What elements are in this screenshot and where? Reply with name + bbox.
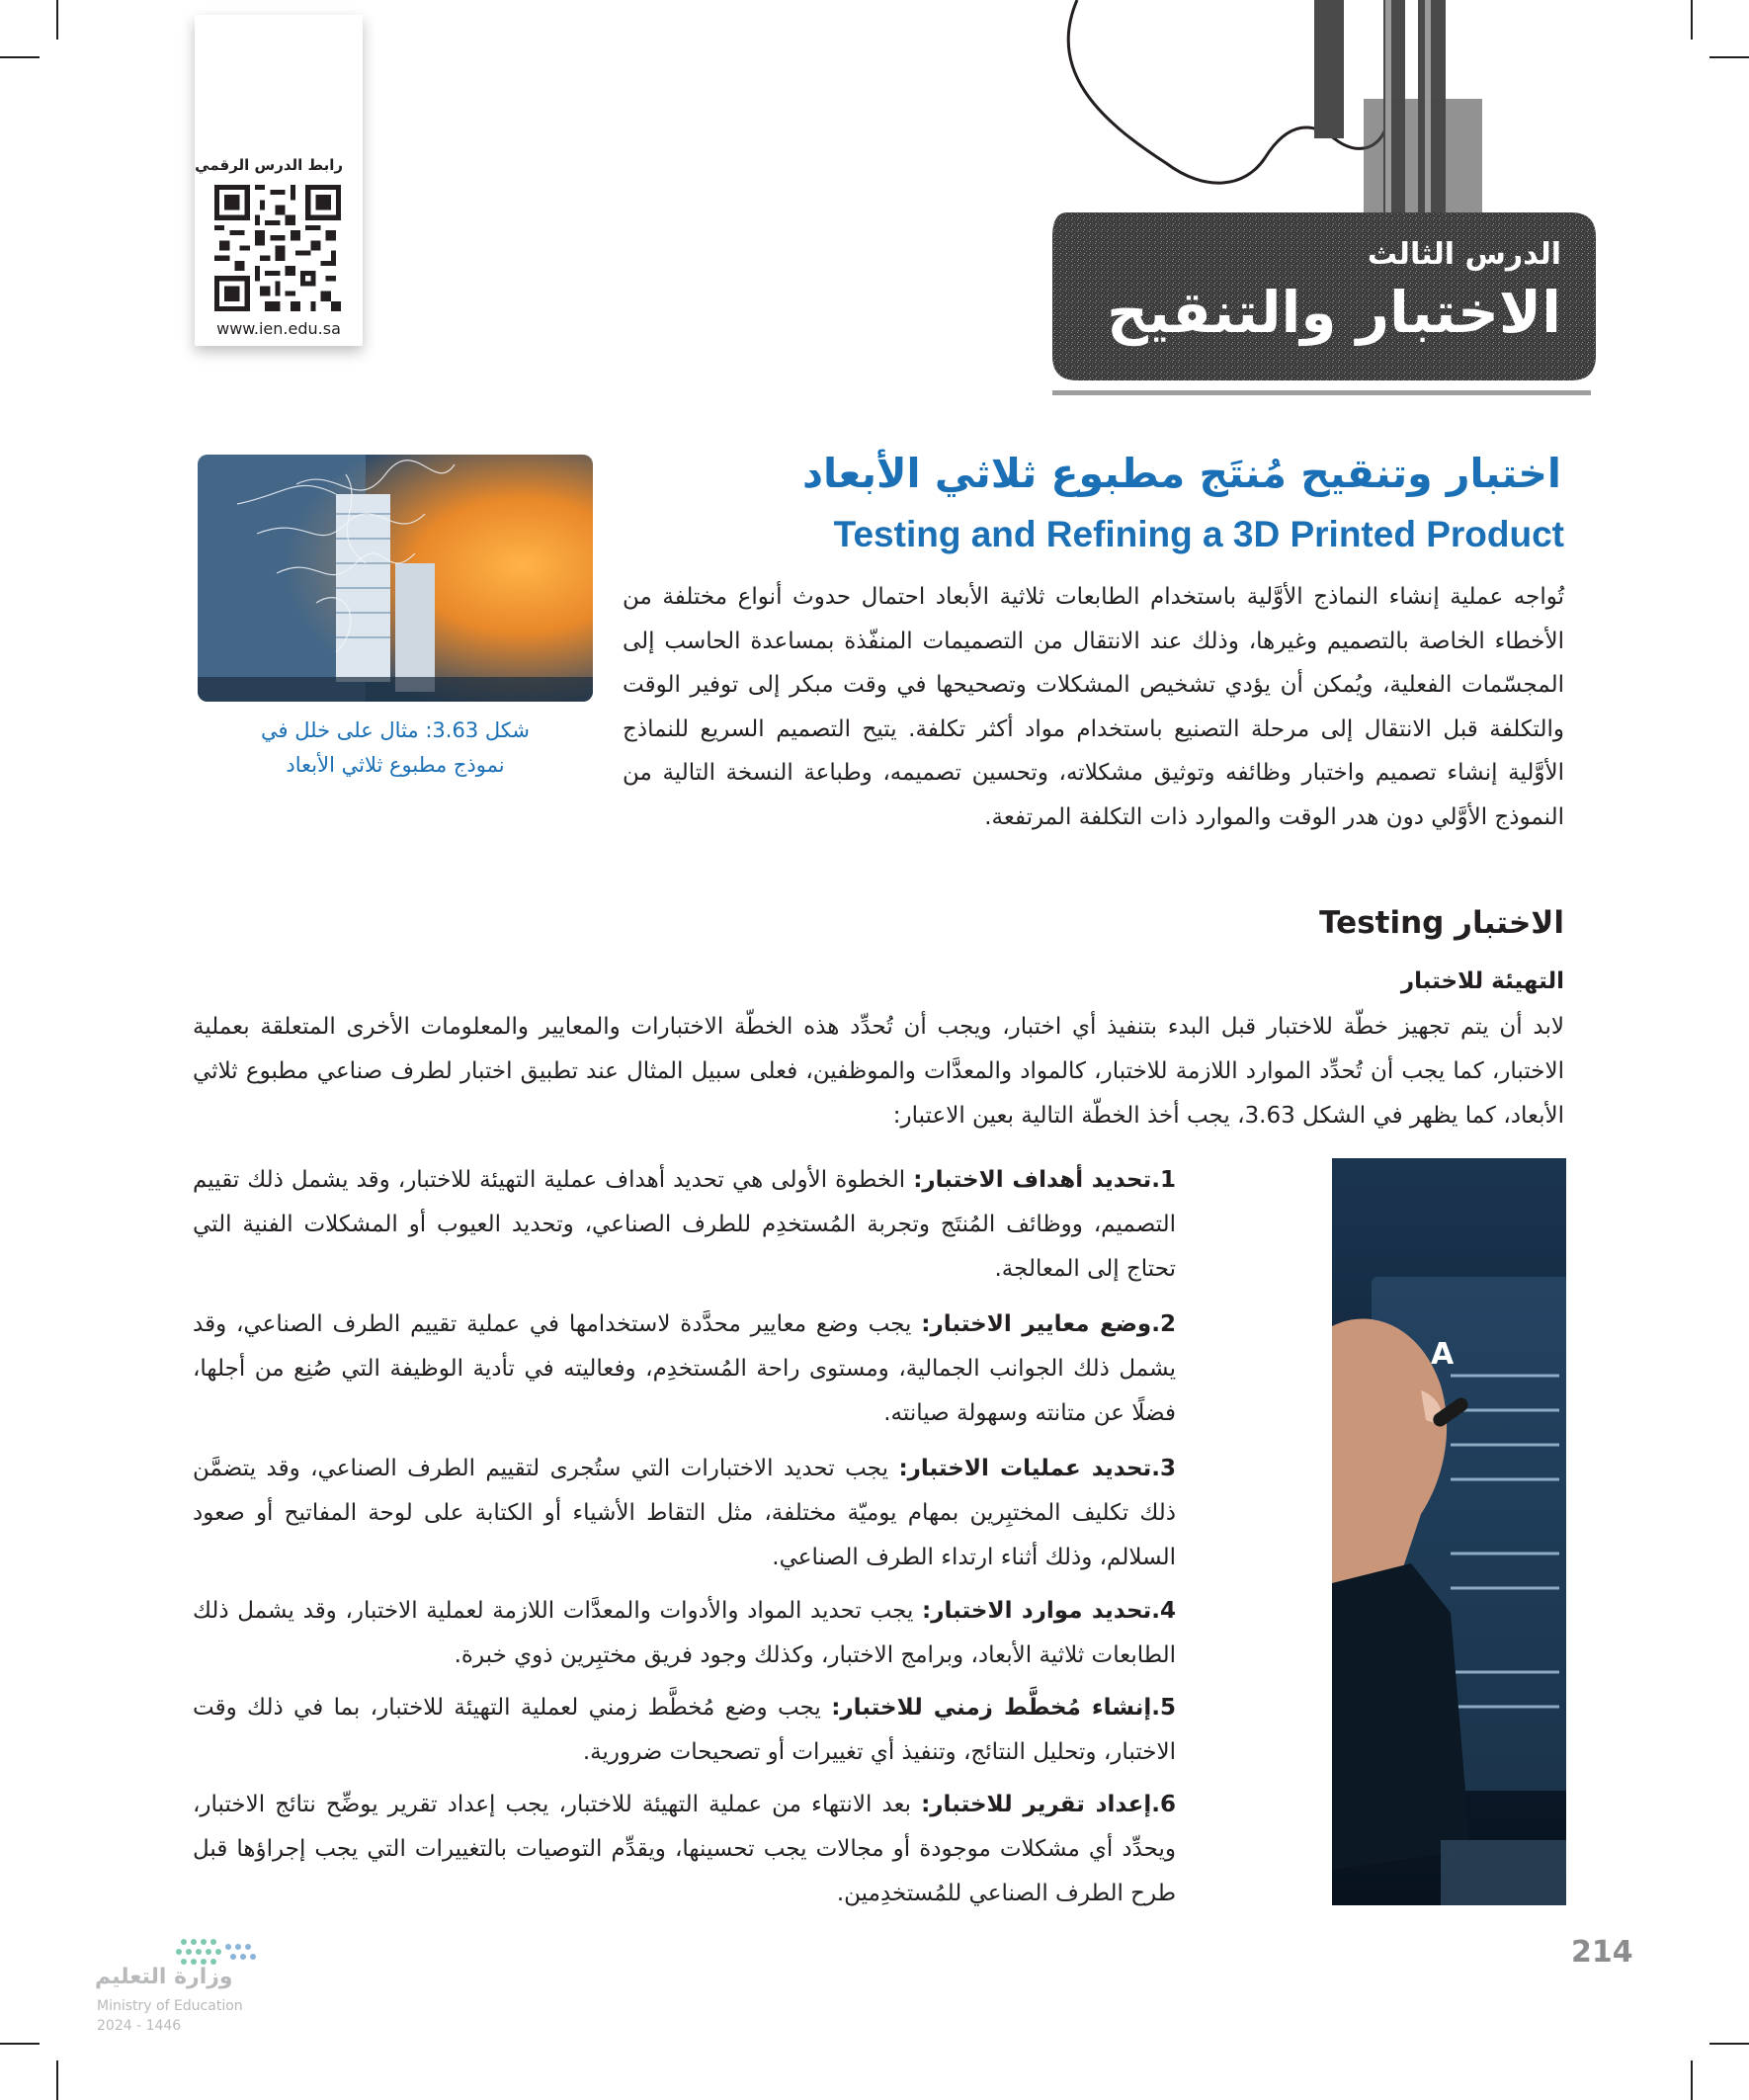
list-item-text: الخطوة الأولى هي تحديد أهداف عملية التهيئة للاختبار، وقد يشمل ذلك تقييم التصميم، ووظائف المُنتَج وتجربة المُستخدِم للطرف الصناعي، وتحديد العيوب أو المشكلات الفنية التي تحتاج إلى المعالجة. bbox=[193, 1167, 1176, 1282]
qr-title: رابط الدرس الرقمي bbox=[195, 156, 343, 174]
list-item bbox=[193, 1686, 1176, 1775]
figure-caption-line: نموذج مطبوع ثلاثي الأبعاد bbox=[286, 753, 505, 777]
figure-caption-line: شكل 3.63: مثال على خلل في bbox=[261, 718, 530, 742]
intro-paragraph: تُواجه عملية إنشاء النماذج الأوَّلية باستخدام الطابعات ثلاثية الأبعاد احتمال حدوث أنواع مختلفة من الأخطاء الخاصة بالتصميم وغيرها، وذلك عند الانتقال من التصميمات المنفّذة بمساعدة الحاسب إلى المجسّمات الفعلية، ويُمكن أن يؤدي تشخيص المشكلات وتصحيحها في وقت مبكر إلى توفير الوقت والتكلفة قبل الانتقال إلى مرحلة التصنيع باستخدام مواد أكثر تكلفة. يتيح التصميم السريع للنماذج الأوَّلية إنشاء تصميم واختبار وظائفه وتوثيق مشكلاته، وتحسين تصميمه، وطباعة النسخة التالية من النموذج الأوَّلي دون هدر الوقت والموارد ذات التكلفة المرتفعة. bbox=[623, 584, 1564, 830]
checklist-letter-a: A bbox=[1431, 1337, 1455, 1372]
list-item-title: إنشاء مُخطَّط زمني للاختبار: bbox=[831, 1695, 1152, 1721]
crop-mark bbox=[0, 2043, 40, 2045]
list-item bbox=[193, 1447, 1176, 1580]
list-item-text: يجب وضع مُخطَّط زمني لعملية التهيئة للاختبار، بما في ذلك وقت الاختبار، وتحليل النتائج، وتنفيذ أي تغييرات أو تصحيحات ضرورية. bbox=[193, 1695, 1176, 1765]
lesson-title: الاختبار والتنقيح bbox=[1107, 279, 1561, 346]
list-item-number: 5. bbox=[1151, 1695, 1176, 1721]
section-heading-testing: الاختبار Testing bbox=[1319, 905, 1564, 941]
list-item bbox=[193, 1302, 1176, 1436]
lesson-label: الدرس الثالث bbox=[1367, 237, 1561, 272]
ministry-name-english: Ministry of Education bbox=[97, 1998, 243, 2014]
page-title-english: Testing and Refining a 3D Printed Product bbox=[833, 514, 1564, 554]
list-item-number: 1. bbox=[1151, 1167, 1176, 1193]
list-item-title: تحديد عمليات الاختبار: bbox=[898, 1456, 1152, 1481]
crop-mark bbox=[56, 0, 58, 40]
list-item-title: وضع معايير الاختبار: bbox=[921, 1311, 1152, 1337]
list-item-title: تحديد أهداف الاختبار: bbox=[913, 1167, 1152, 1193]
crop-mark bbox=[1709, 2043, 1749, 2045]
figure-3d-print-defect-image bbox=[198, 455, 593, 702]
page-title-arabic: اختبار وتنقيح مُنتَج مطبوع ثلاثي الأبعاد bbox=[802, 450, 1561, 497]
list-item-text: يجب تحديد المواد والأدوات والمعدَّات اللازمة لعملية الاختبار، وقد يشمل ذلك الطابعات ثلاثية الأبعاد، وبرامج الاختبار، وكذلك وجود فريق مختبِرين ذوي خبرة. bbox=[193, 1598, 1176, 1668]
list-item-number: 3. bbox=[1151, 1456, 1176, 1481]
qr-url[interactable]: www.ien.edu.sa bbox=[216, 319, 341, 338]
page-number: 214 bbox=[1571, 1935, 1633, 1970]
list-item-number: 6. bbox=[1151, 1792, 1176, 1817]
crop-mark bbox=[1691, 2060, 1693, 2100]
list-item-text: بعد الانتهاء من عملية التهيئة للاختبار، يجب إعداد تقرير يوضِّح نتائج الاختبار، ويحدِّد أي مشكلات موجودة أو مجالات يجب تحسينها، ويقدِّم التوصيات بالتغييرات التي يجب إجراؤها قبل طرح الطرف الصناعي للمُستخدِمين. bbox=[193, 1792, 1176, 1906]
subheading-test-preparation: التهيئة للاختبار bbox=[1400, 968, 1564, 994]
crop-mark bbox=[56, 2060, 58, 2100]
crop-mark bbox=[1709, 56, 1749, 58]
crop-mark bbox=[0, 56, 40, 58]
qr-card[interactable] bbox=[195, 15, 363, 346]
cable-decoration bbox=[1018, 0, 1571, 227]
list-item-number: 2. bbox=[1151, 1311, 1176, 1337]
qr-code-icon[interactable] bbox=[214, 185, 341, 311]
list-item bbox=[193, 1783, 1176, 1916]
ministry-name-arabic: وزارة التعليم bbox=[95, 1965, 233, 1989]
list-item-text: يجب وضع معايير محدَّدة لاستخدامها في عملية تقييم الطرف الصناعي، وقد يشمل ذلك الجوانب الجمالية، ومستوى راحة المُستخدِم، وفعاليته في تأدية الوظيفة التي صُنِع من أجلها، فضلًا عن متانته وسهولة صيانته. bbox=[193, 1311, 1176, 1426]
list-item-title: تحديد موارد الاختبار: bbox=[922, 1598, 1152, 1624]
crop-mark bbox=[1691, 0, 1693, 40]
list-item bbox=[193, 1158, 1176, 1292]
list-item bbox=[193, 1589, 1176, 1678]
edition-year: 2024 - 1446 bbox=[97, 2018, 182, 2034]
figure-evaluation-checklist-image bbox=[1332, 1158, 1566, 1905]
list-item-number: 4. bbox=[1151, 1598, 1177, 1624]
list-item-text: يجب تحديد الاختبارات التي ستُجرى لتقييم الطرف الصناعي، وقد يتضمَّن ذلك تكليف المختبِرين بمهام يوميّة مختلفة، مثل التقاط الأشياء أو الكتابة على لوحة المفاتيح أو صعود السلالم، وذلك أثناء ارتداء الطرف الصناعي. bbox=[193, 1456, 1176, 1570]
figure-caption bbox=[198, 714, 593, 783]
preparation-paragraph: لابد أن يتم تجهيز خطّة للاختبار قبل البدء بتنفيذ أي اختبار، ويجب أن تُحدِّد هذه الخطّة الاختبارات والمعايير والمعلومات الأخرى المتعلقة بعملية الاختبار، كما يجب أن تُحدِّد الموارد اللازمة للاختبار، كالمواد والمعدَّات والموظفين، فعلى سبيل المثال عند تطبيق اختبار لطرف صناعي مطبوع ثلاثي الأبعاد، كما يظهر في الشكل 3.63، يجب أخذ الخطّة التالية بعين الاعتبار: bbox=[193, 1014, 1564, 1129]
list-item-title: إعداد تقرير للاختبار: bbox=[921, 1792, 1152, 1817]
